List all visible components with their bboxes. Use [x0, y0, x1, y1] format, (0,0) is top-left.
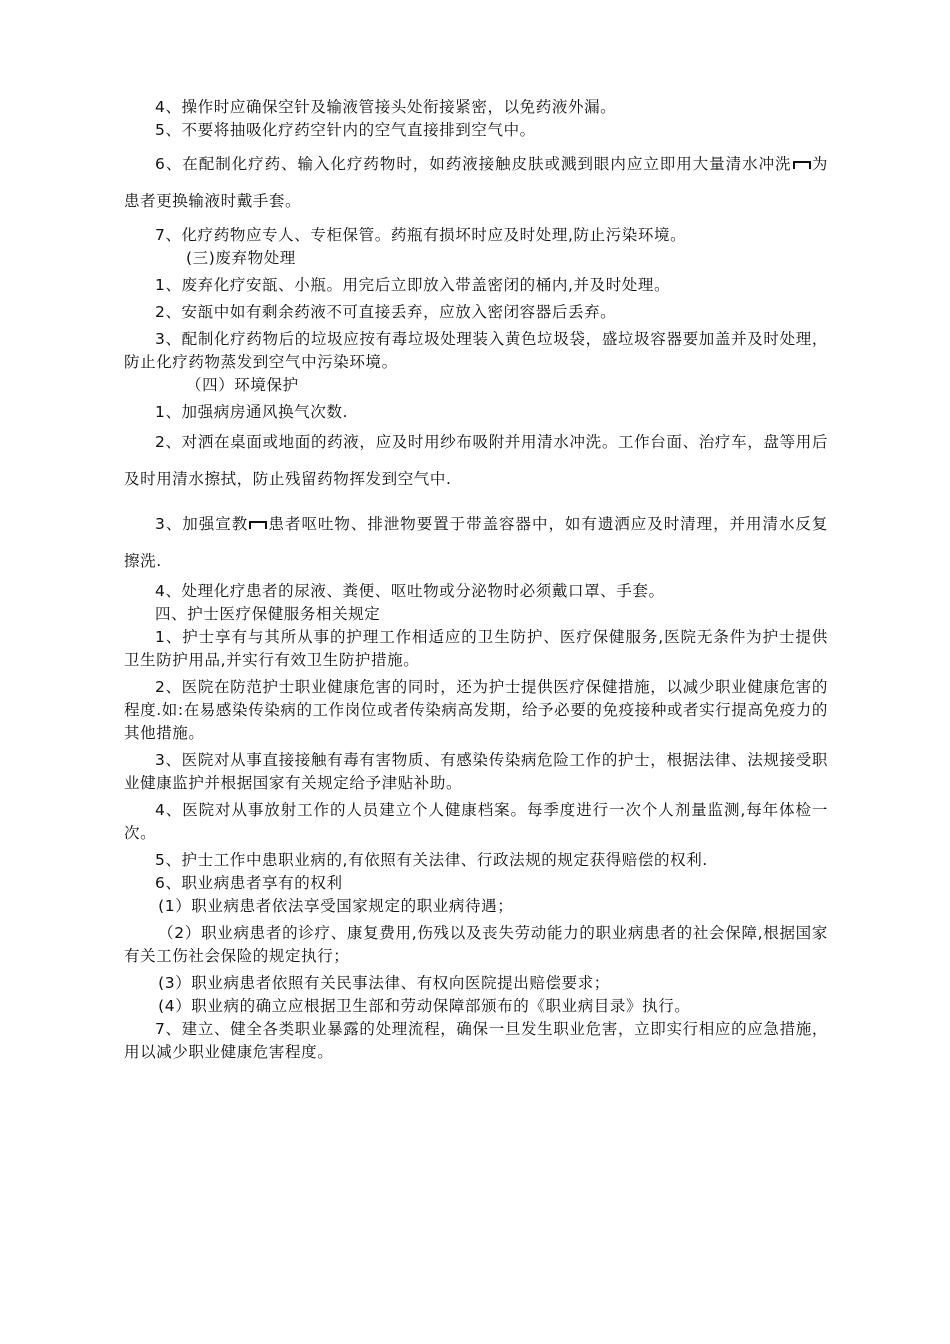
paragraph-nurse-5: 5、护士工作中患职业病的,有依照有关法律、行政法规的规定获得赔偿的权利. [155, 851, 708, 869]
paragraph-right-3: (3）职业病患者依照有关民事法律、有权向医院提出赔偿要求； [158, 974, 610, 992]
paragraph-env-3-part-b: 患者呕吐物、排泄物要置于带盖容器中，如有遗洒应及时清理，并用清水反复擦洗. [124, 515, 828, 570]
section-heading-environment: （四）环境保护 [186, 376, 299, 394]
paragraph-env-3 [124, 506, 828, 580]
paragraph-nurse-7: 7、建立、健全各类职业暴露的处理流程，确保一旦发生职业危害，立即实行相应的应急措施，用以减少职业健康危害程度。 [124, 1020, 828, 1061]
paragraph-right-4: (4）职业病的确立应根据卫生部和劳动保障部颁布的《职业病目录》执行。 [158, 997, 691, 1015]
paragraph-6-skin-contact [124, 146, 828, 220]
paragraph-6-part-a: 6、在配制化疗药、输入化疗药物时，如药液接触皮肤或溅到眼内应立即用大量清水冲洗 [155, 155, 792, 173]
paragraph-right-1: (1）职业病患者依法享受国家规定的职业病待遇； [158, 897, 514, 915]
paragraph-5-air: 5、不要将抽吸化疗药空针内的空气直接排到空气中。 [155, 121, 536, 139]
document-body [124, 96, 828, 1064]
paragraph-env-1: 1、加强病房通风换气次数. [155, 403, 349, 421]
paragraph-waste-2: 2、安瓿中如有剩余药液不可直接丢弃，应放入密闭容器后丢弃。 [155, 303, 617, 321]
paragraph-nurse-1: 1、护士享有与其所从事的护理工作相适应的卫生防护、医疗保健服务,医院无条件为护士提供卫生防护用品,并实行有效卫生防护措施。 [124, 628, 828, 669]
paragraph-right-2: （2）职业病患者的诊疗、康复费用,伤残以及丧失劳动能力的职业病患者的社会保障,根据国家有关工伤社会保险的规定执行； [124, 924, 828, 965]
section-heading-waste: (三)废弃物处理 [186, 249, 296, 267]
paragraph-nurse-2: 2、医院在防范护士职业健康危害的同时，还为护士提供医疗保健措施，以减少职业健康危害的程度.如:在易感染传染病的工作岗位或者传染病高发期，给予必要的免疫接种或者实行提高免疫力的其他措施。 [124, 678, 828, 742]
paragraph-nurse-3: 3、医院对从事直接接触有毒有害物质、有感染传染病危险工作的护士，根据法律、法规接受职业健康监护并根据国家有关规定给予津贴补助。 [124, 751, 828, 792]
section-heading-nurse-health: 四、护士医疗保健服务相关规定 [155, 605, 381, 623]
paragraph-6-part-b: 为患者更换输液时戴手套。 [124, 155, 828, 210]
paragraph-env-4: 4、处理化疗患者的尿液、粪便、呕吐物或分泌物时必须戴口罩、手套。 [155, 582, 665, 600]
paragraph-nurse-6: 6、职业病患者享有的权利 [155, 874, 343, 892]
paragraph-7-storage: 7、化疗药物应专人、专柜保管。药瓶有损坏时应及时处理,防止污染环境。 [155, 226, 687, 244]
paragraph-4-connection: 4、操作时应确保空针及输液管接头处衔接紧密，以免药液外漏。 [155, 98, 617, 116]
paragraph-nurse-4: 4、医院对从事放射工作的人员建立个人健康档案。每季度进行一次个人剂量监测,每年体检一次。 [124, 801, 828, 842]
bracket-mark-icon [249, 521, 267, 529]
paragraph-waste-1: 1、废弃化疗安瓿、小瓶。用完后立即放入带盖密闭的桶内,并及时处理。 [155, 276, 671, 294]
paragraph-waste-3: 3、配制化疗药物后的垃圾应按有毒垃圾处理装入黄色垃圾袋，盛垃圾容器要加盖并及时处理，防止化疗药物蒸发到空气中污染环境。 [124, 330, 828, 371]
bracket-mark-icon [793, 161, 811, 169]
paragraph-env-3-part-a: 3、加强宣教 [155, 515, 249, 533]
paragraph-env-2: 2、对洒在桌面或地面的药液，应及时用纱布吸附并用清水冲洗。工作台面、治疗车，盘等用后及时用清水擦拭，防止残留药物挥发到空气中. [124, 433, 828, 488]
